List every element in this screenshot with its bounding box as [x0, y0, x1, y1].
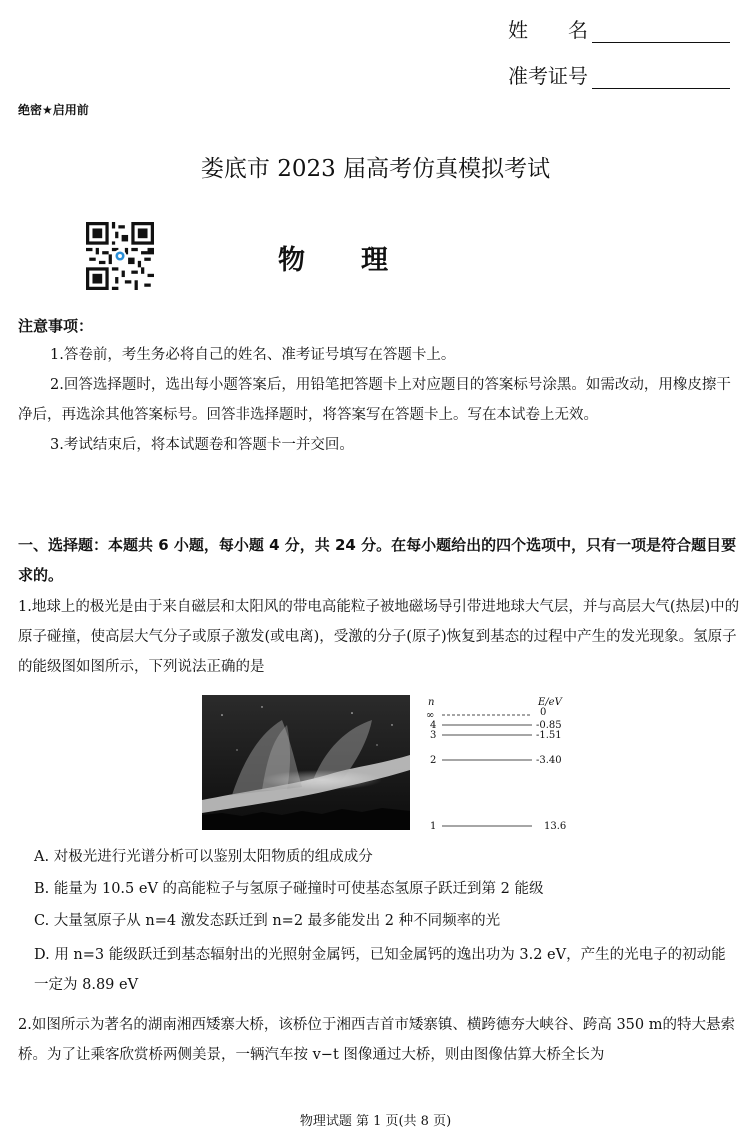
notice-item-2: 2.回答选择题时，选出每小题答案后，用铅笔把答题卡上对应题目的答案标号涂黑。如需改动，用橡皮擦干净后，再选涂其他答案标号。回答非选择题时，将答案写在答题卡上。写在本试卷上无效。: [18, 377, 731, 423]
level-n-2: 2: [430, 755, 437, 766]
energy-level-diagram: [420, 693, 580, 843]
page-footer: 物理试题 第 1 页(共 8 页): [299, 1114, 452, 1129]
question-1-stem: 1.地球上的极光是由于来自磁层和太阳风的带电高能粒子被地磁场导引带进地球大气层，并与高层大气(热层)中的原子碰撞，使高层大气分子或原子激发(或电离)，受激的分子(原子)恢复到基态的过程中产生的发光现象。氢原子的能级图如图所示，下列说法正确的是: [18, 599, 740, 675]
option-d: D. 用 n=3 能级跃迁到基态辐射出的光照射金属钙，已知金属钙的逸出功为 3.2 eV，产生的光电子的初动能一定为 8.89 eV: [34, 947, 726, 993]
level-e-3: -1.51: [536, 730, 562, 741]
level-e-1: 13.6: [544, 821, 567, 832]
exam-id-label: 准考证号: [508, 64, 588, 88]
notice-list: [18, 340, 740, 460]
n-axis-label: n: [428, 697, 435, 708]
exam-title: 娄底市 2023 届高考仿真模拟考试: [200, 156, 551, 182]
option-b: B. 能量为 10.5 eV 的高能粒子与氢原子碰撞时可使基态氢原子跃迁到第 2 能级: [34, 881, 544, 897]
level-n-inf: ∞: [426, 710, 435, 721]
notice-item-1: 1.答卷前，考生务必将自己的姓名、准考证号填写在答题卡上。: [50, 347, 456, 363]
name-blank: [592, 20, 730, 43]
name-label: 姓 名: [508, 18, 588, 42]
qr-code-icon: [86, 222, 154, 290]
notice-heading: 注意事项：: [18, 317, 94, 335]
subject-title: 物理: [278, 245, 444, 276]
option-c: C. 大量氢原子从 n=4 激发态跃迁到 n=2 最多能发出 2 种不同频率的光: [34, 913, 501, 929]
option-a: A. 对极光进行光谱分析可以鉴别太阳物质的组成成分: [34, 849, 373, 865]
confidential-mark: 绝密★启用前: [18, 103, 89, 117]
level-e-inf: 0: [540, 707, 547, 718]
level-n-3: 3: [430, 730, 437, 741]
exam-id-blank: [592, 66, 730, 89]
level-n-4: 4: [430, 720, 437, 731]
notice-item-3: 3.考试结束后，将本试题卷和答题卡一并交回。: [50, 437, 354, 453]
question-2-stem: 2.如图所示为著名的湖南湘西矮寨大桥，该桥位于湘西吉首市矮寨镇、横跨德夯大峡谷、跨高 350 m的特大悬索桥。为了让乘客欣赏桥两侧美景，一辆汽车按 v−t 图像通过大桥，则由图像估算大桥全长为: [18, 1017, 735, 1063]
name-field: [508, 14, 730, 43]
level-e-2: -3.40: [536, 755, 562, 766]
level-n-1: 1: [430, 821, 437, 832]
section-heading: 一、选择题：本题共 6 小题，每小题 4 分，共 24 分。在每小题给出的四个选项中，只有一项是符合题目要求的。: [18, 536, 737, 584]
aurora-photo: [202, 695, 410, 830]
exam-id-field: [508, 60, 730, 89]
level-e-4: -0.85: [536, 720, 562, 731]
e-axis-label: E/eV: [538, 697, 562, 708]
